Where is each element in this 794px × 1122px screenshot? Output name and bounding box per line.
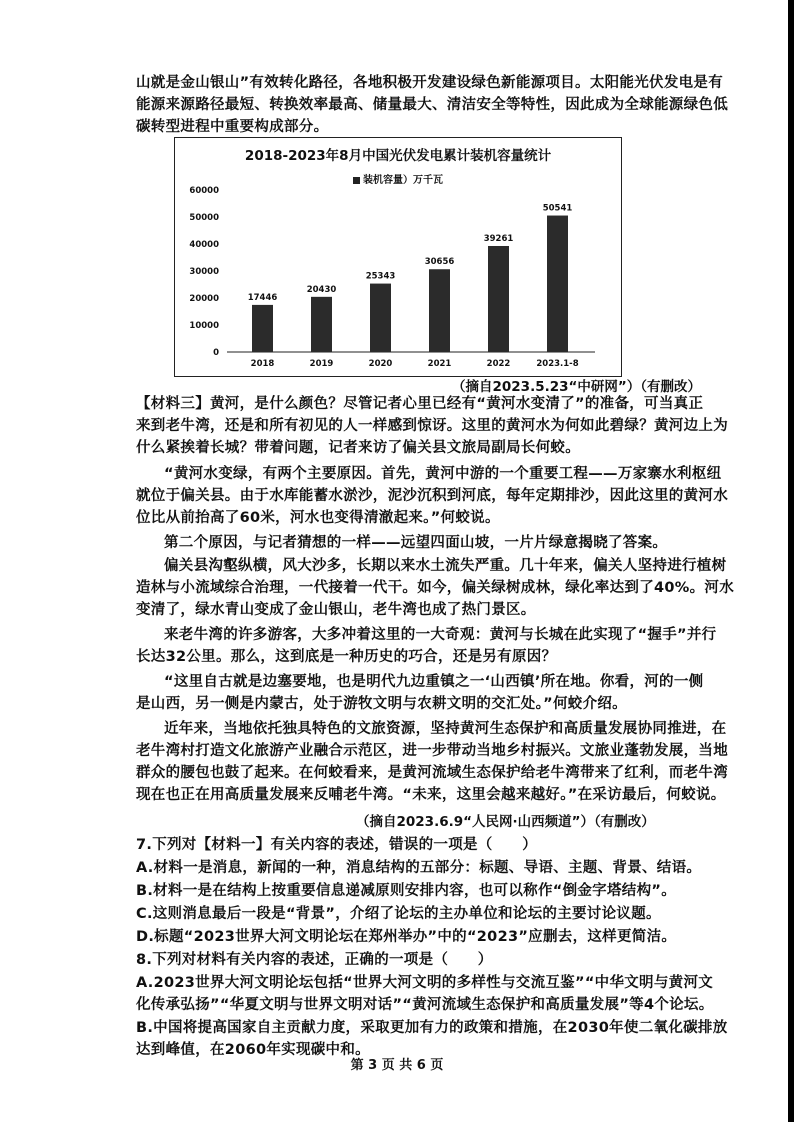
source-note: （摘自2023.5.23“中研网”）（有删改） <box>452 379 702 395</box>
bar <box>429 269 450 352</box>
text-line: 来老牛湾的许多游客，大多冲着这里的一大奇观：黄河与长城在此实现了“握手”并行 <box>164 627 717 643</box>
x-tick-label: 2021 <box>427 359 452 369</box>
option-b: B.中国将提高国家自主贡献力度，采取更加有力的政策和措施，在2030年使二氧化碳排放 <box>136 1020 728 1036</box>
text-line: 位比从前抬高了60米，河水也变得清澈起来。”何蛟说。 <box>136 510 500 526</box>
data-label: 39261 <box>483 233 514 244</box>
bar <box>252 305 273 352</box>
x-tick-label: 2019 <box>309 359 334 369</box>
text-line: 群众的腰包也鼓了起来。在何蛟看来，是黄河流域生态保护给老牛湾带来了红利，而老牛湾 <box>136 765 728 781</box>
x-tick-label: 2023.1-8 <box>536 359 579 369</box>
x-tick-label: 2020 <box>368 359 393 369</box>
option-a: A.2023世界大河文明论坛包括“世界大河文明的多样性与交流互鉴”“中华文明与黄河文 <box>136 975 714 991</box>
text-line: 变清了，绿水青山变成了金山银山，老牛湾也成了热门景区。 <box>136 602 536 618</box>
text-line: 造林与小流域综合治理，一代接着一代干。如今，偏关绿树成林，绿化率达到了40%。河水 <box>136 580 735 596</box>
data-label: 17446 <box>247 292 278 303</box>
x-tick-label: 2022 <box>486 359 511 369</box>
question-8: 8.下列对材料有关内容的表述，正确的一项是（ ） <box>136 952 493 968</box>
bar <box>311 297 332 352</box>
y-tick-label: 40000 <box>189 240 219 250</box>
option-c: C.这则消息最后一段是“背景”，介绍了论坛的主办单位和论坛的主要讨论议题。 <box>136 906 661 922</box>
y-tick-label: 20000 <box>189 294 219 304</box>
text-line: 老牛湾村打造文化旅游产业融合示范区，进一步带动当地乡村振兴。文旅业蓬勃发展，当地 <box>136 743 728 759</box>
text-line: 【材料三】黄河，是什么颜色？尽管记者心里已经有“黄河水变清了”的准备，可当真正 <box>136 396 704 412</box>
text-line: 来到老牛湾，还是和所有初见的人一样感到惊讶。这里的黄河水为何如此碧绿？黄河边上为 <box>136 418 728 434</box>
text-line: 偏关县沟壑纵横，风大沙多，长期以来水土流失严重。几十年来，偏关人坚持进行植树 <box>164 558 727 574</box>
bar-chart <box>174 137 622 377</box>
y-tick-label: 60000 <box>189 186 219 196</box>
y-tick-label: 30000 <box>189 267 219 277</box>
text-line: 碳转型进程中重要构成部分。 <box>136 119 329 135</box>
data-label: 20430 <box>306 284 337 295</box>
bar <box>547 216 568 352</box>
data-label: 30656 <box>424 257 455 268</box>
option-d: D.标题“2023世界大河文明论坛在郑州举办”中的“2023”应删去，这样更简洁。 <box>136 929 677 945</box>
data-label: 25343 <box>365 271 396 282</box>
option-a-cont: 化传承弘扬”“华夏文明与世界文明对话”“黄河流域生态保护和高质量发展”等4个论坛。 <box>136 997 714 1013</box>
text-line: 能源来源路径最短、转换效率最高、储量最大、清洁安全等特性，因此成为全球能源绿色低 <box>136 97 728 113</box>
data-label: 50541 <box>542 203 573 214</box>
legend-label: 装机容量）万千瓦 <box>363 175 443 186</box>
page-number: 第 3 页 共 6 页 <box>350 1058 444 1073</box>
bar <box>488 246 509 352</box>
source-note: （摘自2023.6.9“人民网·山西频道”）（有删改） <box>356 814 655 830</box>
bar <box>370 284 391 352</box>
text-line: 长达32公里。那么，这到底是一种历史的巧合，还是另有原因？ <box>136 649 557 665</box>
text-line: 第二个原因，与记者猜想的一样——远望四面山坡，一片片绿意揭晓了答案。 <box>164 535 668 551</box>
y-tick-label: 50000 <box>189 213 219 223</box>
text-line: 近年来，当地依托独具特色的文旅资源，坚持黄河生态保护和高质量发展协同推进，在 <box>164 721 727 737</box>
option-a: A.材料一是消息，新闻的一种，消息结构的五部分：标题、导语、主题、背景、结语。 <box>136 860 702 876</box>
text-line: 什么紧挨着长城？带着问题，记者来访了偏关县文旅局副局长何蛟。 <box>136 440 580 456</box>
text-line: 就位于偏关县。由于水库能蓄水淤沙，泥沙沉积到河底，每年定期排沙，因此这里的黄河水 <box>136 488 728 504</box>
question-7: 7.下列对【材料一】有关内容的表述，错误的一项是（ ） <box>136 837 537 853</box>
y-tick-label: 10000 <box>189 321 219 331</box>
text-line: “黄河水变绿，有两个主要原因。首先，黄河中游的一个重要工程——万家寨水利枢纽 <box>164 466 722 482</box>
chart-title: 2018-2023年8月中国光伏发电累计装机容量统计 <box>244 148 552 164</box>
x-tick-label: 2018 <box>250 359 275 369</box>
option-b: B.材料一是在结构上按重要信息递减原则安排内容，也可以称作“倒金字塔结构”。 <box>136 883 677 899</box>
chart-plot <box>175 138 621 376</box>
text-line: “这里自古就是边塞要地，也是明代九边重镇之一‘山西镇’所在地。你看，河的一侧 <box>164 674 704 690</box>
text-line: 现在也正在用高质量发展来反哺老牛湾。“未来，这里会越来越好。”在采访最后，何蛟说。 <box>136 787 726 803</box>
option-b-cont: 达到峰值，在2060年实现碳中和。 <box>136 1042 370 1058</box>
y-tick-label: 0 <box>213 348 219 358</box>
scan-edge <box>788 0 794 1122</box>
text-line: 是山西，另一侧是内蒙古，处于游牧文明与农耕文明的交汇处。”何蛟介绍。 <box>136 696 627 712</box>
text-line: 山就是金山银山”有效转化路径，各地积极开发建设绿色新能源项目。太阳能光伏发电是有 <box>136 75 724 91</box>
